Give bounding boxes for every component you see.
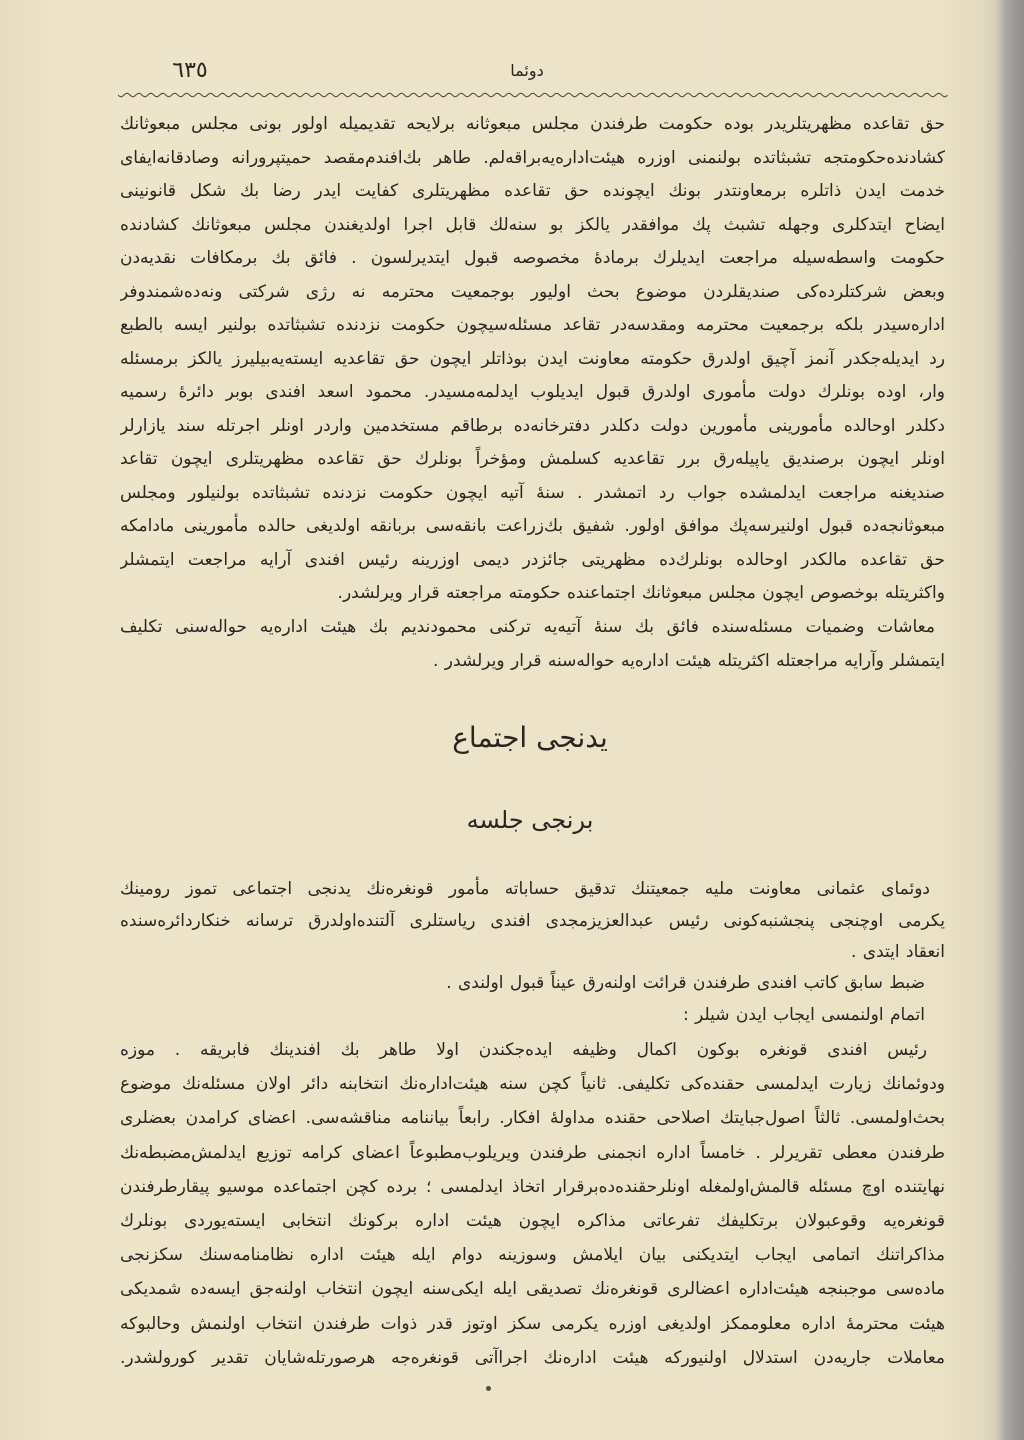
section-heading-meeting: یدنجی اجتماع bbox=[452, 721, 608, 754]
text-line: اونلر ایچون برصندیق یاپیله‌رق برر تقاعدیه کسلمش ومؤخراً بونلرك حق تقاعده مظهریتلری ایچون تقاعد bbox=[120, 449, 945, 469]
text-line: ایضاح ایتدکلری وجهله تشبث پك موافقدر یالکز بو سنه‌لك قابل اجرا اولدیغندن مجلس مبعوثانك کشادنده bbox=[120, 214, 945, 235]
text-line: هیئت محترمهٔ اداره معلوممکز اولدیغی اوزره یکرمی سکز اوتوز قدر ذوات طرفندن انتخاب اولنمش وحالبوکه bbox=[120, 1313, 945, 1334]
text-line: بحث‌اولمسی. ثالثاً اصول‌جبایتك اصلاحی حقنده مداولهٔ افکار. رابعاً بیاننامه مناقشه‌سی. اعضای کرامدن بعضلری bbox=[120, 1108, 945, 1129]
page-number: ٦٣٥ bbox=[172, 58, 208, 83]
text-line: ضبط سابق کاتب افندی طرفندن قرائت اولنه‌رق عیناً قبول اولندی . bbox=[446, 973, 925, 993]
text-line: قونغره‌یه وقوعبولان برتکلیفك تفرعاتی مذاکره ایچون هیئت اداره برکونك انتخابی ایسته‌یوردی بونلرك bbox=[120, 1210, 945, 1231]
section-heading-session: برنجی جلسه bbox=[466, 806, 594, 834]
running-title: دوئما bbox=[510, 61, 544, 80]
text-line: رد ایدیله‌جکدر آنمز آچیق اولدرق حکومته معاونت ایدن بوذاتلر ایچون حق تقاعدیه ایسته‌یه‌بیلیرز یالکز برمسئله bbox=[120, 348, 945, 369]
text-line: رئیس افندی قونغره بوکون اکمال وظیفه ایده‌جکندن اولا طاهر بك افندینك فابریقه . موزه bbox=[120, 1040, 927, 1060]
text-line: کشادنده‌حکومتجه تشبثاتده بولنمنی اوزره هیئت‌اداره‌یه‌براقه‌لم. طاهر بك‌افندم‌مقصد حمیتپرورانه وصادقانه‌ایفای bbox=[120, 147, 945, 168]
text-line: حکومت واسطه‌سیله مراجعت ایدیلرك برمادهٔ مخصوصه قبول ایتدیرلسون . فائق بك برمکافات نقدیه‌دن bbox=[120, 248, 945, 268]
text-line: اتمام اولنمسی ایجاب ایدن شیلر : bbox=[683, 1005, 925, 1025]
text-line: مذاکراتنك اتمامی ایجاب ایتدیکنی بیان ایلامش وسوزینه دوام ایله هیئت اداره نظامنامه‌سنك سکزنجی bbox=[120, 1245, 945, 1266]
text-line: دکلدر اوحالده مأمورینی مأمورین دولت دکلدر دفترخانه‌ده برطاقم مستخدمین واردر اونلر اجرتله سند یازارلر bbox=[120, 415, 945, 436]
text-line: معاملات جاریه‌دن استدلال اولنیورکه هیئت اداره‌نك اجراآتی قونغره‌جه هرصورتله‌شایان تقدیر کورولشدر. bbox=[120, 1347, 945, 1368]
text-line: انعقاد ایتدی . bbox=[850, 942, 945, 962]
text-line: واکثریتله بوخصوص ایچون مجلس مبعوثانك اجتماعنده حکومته مراجعته قرار ویرلشدر. bbox=[337, 583, 945, 603]
text-line: اداره‌سیدر بلکه برجمعیت محترمه ومقدسه‌در تقاعد مسئله‌سیچون حکومت نزدنده تشبثاتده بولنیر ایسه بالطبع bbox=[120, 315, 945, 335]
text-line: ودوئمانك زیارت ایدلمسی حقنده‌کی تکلیفی. ثانیاً کچن سنه هیئت‌اداره‌نك انتخابنه دائر اولان مسئله‌نك موضوع bbox=[120, 1074, 945, 1095]
text-line: خدمت ایدن ذاتلره برمعاونتدر بونك ایچونده حق تقاعده مظهریتلری کفایت ایدر رضا بك شکل قانونینی bbox=[120, 181, 945, 201]
paragraph-agenda bbox=[120, 1033, 945, 1375]
text-line: وار، اوده بونلرك دولت مأموری اولدرق قبول ایدیلوب ایدلمه‌مسیدر. محمود اسعد افندی بوبر دائرهٔ رسمیه bbox=[120, 382, 945, 402]
wavy-rule bbox=[118, 90, 948, 100]
text-line: حق تقاعده مظهریتلریدر بوده حکومت طرفندن مجلس مبعوثانه برلایحه تقدیمیله اولور بونی مجلس مبعوثانك bbox=[120, 114, 945, 134]
text-line: مبعوثانجه‌ده قبول اولنیرسه‌پك موافق اولور. شفیق بك‌زراعت بانقه‌سی بربانقه اولدیغی حالده مأمورینی مادامکه bbox=[120, 516, 945, 536]
paragraph-agenda-intro bbox=[120, 1000, 945, 1032]
paragraph-committee-discussion bbox=[120, 108, 945, 611]
paragraph-opening bbox=[120, 874, 945, 969]
paragraph-salaries bbox=[120, 611, 945, 678]
text-line: حق تقاعده مالکدر اوحالده بونلرك‌ده مظهریتی جائزدر دیمی اوزرینه رئیس افندی آرایه مراجعت ایتمشلر bbox=[120, 549, 945, 570]
paragraph-minutes bbox=[120, 968, 945, 1000]
text-line: ماده‌سی موجبنجه هیئت‌اداره اعضالری قونغره‌نك تصدیقی ایله ایکی‌سنه ایچون انتخاب اولنه‌جق ایسه‌ده شمدیکی bbox=[120, 1279, 945, 1300]
text-line: معاشات وضمیات مسئله‌سنده فائق بك سنهٔ آتیه‌یه ترکنی محمودندیم بك هیئت اداره‌یه حواله‌سنی تکلیف bbox=[120, 617, 935, 637]
text-line: دوئمای عثمانی معاونت ملیه جمعیتنك تدقیق حساباته مأمور قونغره‌نك یدنجی اجتماعی تموز رومینك bbox=[120, 879, 930, 899]
text-line: طرفندن معطی تقریرلر . خامساً اداره انجمنی طرفندن ویریلوب‌مطبوعاً اعضای کرامه توزیع ایدلمش‌مضبطه‌نك bbox=[120, 1142, 945, 1163]
text-line: ایتمشلر وآرایه مراجعتله اکثریتله هیئت اداره‌یه حواله‌سنه قرار ویرلشدر . bbox=[433, 650, 945, 671]
text-line: یکرمی اوچنجی پنجشنبه‌کونی رئیس عبدالعزیزمجدی افندی ریاستلری آلتنده‌اولدرق ترسانه خنکاردائره‌سنده bbox=[120, 910, 945, 931]
text-line: صندیغنه مراجعت ایدلمشده جواب رد اتمشدر . سنهٔ آتیه ایچون حکومت نزدنده تشبثاتده بولنیلور ومجلس bbox=[120, 482, 945, 503]
text-line: وبعض شرکتلرده‌کی صندیقلردن موضوع بحث اولیور بوجمعیت محترمه نه رژی شرکتی ونه‌ده‌شمندوفر bbox=[120, 281, 945, 302]
page-mark bbox=[486, 1386, 491, 1391]
text-line: نهایتنده اوچ مسئله قالمش‌اولمغله اونلرحقنده‌ده‌برقرار اتخاذ ایدلمسی ؛ برده کچن اجتماعده موسیو پیقارطرفندن bbox=[120, 1176, 945, 1197]
